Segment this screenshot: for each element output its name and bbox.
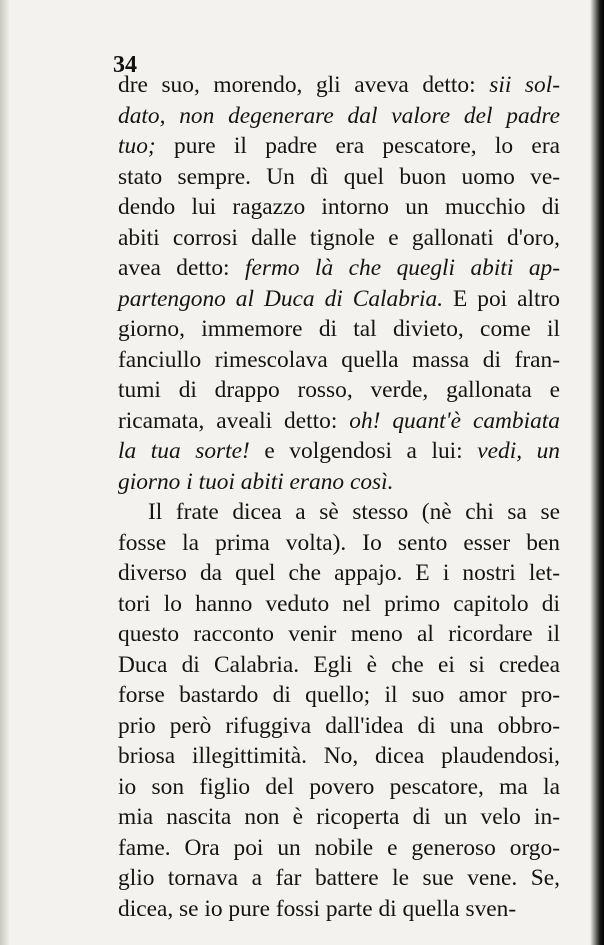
text-run: mia nascita non è ricoperta di un velo in- — [118, 804, 560, 830]
text-line — [118, 192, 560, 223]
text-line — [118, 101, 560, 132]
text-run: diverso da quel che appajo. E i nostri let- — [118, 560, 560, 586]
page-gutter-shadow — [0, 0, 10, 945]
italic-text: dato, non degenerare dal valore del padre — [118, 102, 560, 129]
text-run: e volgendosi a lui: — [249, 438, 478, 464]
italic-text: giorno i tuoi abiti erano così. — [118, 468, 394, 495]
text-run: E poi altro — [443, 285, 560, 312]
text-line — [118, 497, 560, 528]
text-line — [118, 802, 560, 833]
text-line — [118, 406, 560, 437]
italic-text: sii sol- — [489, 72, 560, 98]
text-run: prio però rifuggiva dall'idea di una obbro- — [118, 712, 560, 739]
text-run: dicea, se io pure fossi parte di quella sven- — [118, 895, 517, 922]
text-run: fame. Ora poi un nobile e generoso orgo- — [118, 834, 560, 861]
text-run: fosse la prima volta). Io sento esser ben — [118, 529, 560, 556]
text-line — [118, 314, 560, 345]
text-run: Duca di Calabria. Egli è che ei si credea — [118, 651, 560, 678]
text-line — [118, 467, 560, 498]
text-line — [118, 894, 560, 925]
italic-text: oh! quant'è cambiata — [349, 407, 560, 434]
text-run: tumi di drappo rosso, verde, gallonata e — [118, 377, 560, 403]
text-line — [118, 650, 560, 681]
italic-text: la tua sorte! — [118, 438, 250, 464]
text-run: io son figlio del povero pescatore, ma la — [118, 773, 560, 800]
page-edge-shadow — [590, 0, 604, 945]
text-line — [118, 223, 560, 254]
text-run: questo racconto venir meno al ricordare il — [118, 621, 560, 647]
text-run: dre suo, morendo, gli aveva detto: — [118, 72, 490, 98]
text-line — [118, 253, 560, 284]
text-line — [118, 589, 560, 620]
text-run: fanciullo rimescolava quella massa di fran- — [118, 346, 560, 373]
italic-text: partengono al Duca di Calabria. — [118, 285, 444, 312]
text-run: Il frate dicea a sè stesso (nè chi sa se — [148, 499, 560, 525]
text-line — [118, 162, 560, 193]
text-line — [118, 284, 560, 315]
text-run: stato sempre. Un dì quel buon uomo ve- — [118, 163, 560, 190]
text-run: briosa illegittimità. No, dicea plaudendosi, — [118, 743, 560, 769]
body-text — [118, 70, 560, 924]
text-run: tori lo hanno veduto nel primo capitolo di — [118, 590, 560, 617]
text-line — [118, 70, 560, 101]
text-line — [118, 528, 560, 559]
text-line — [118, 711, 560, 742]
italic-text: tuo; — [118, 133, 156, 159]
text-line — [118, 680, 560, 711]
text-line — [118, 375, 560, 406]
text-run: ricamata, aveali detto: — [118, 407, 350, 434]
text-line — [118, 741, 560, 772]
text-run: forse bastardo di quello; il suo amor pro- — [118, 682, 560, 708]
italic-text: vedi, un — [477, 438, 560, 464]
text-line — [118, 436, 560, 467]
page-number: 34 — [113, 52, 137, 78]
text-run: giorno, immemore di tal divieto, come il — [118, 316, 560, 342]
text-line — [118, 833, 560, 864]
text-line — [118, 558, 560, 589]
text-run: pure il padre era pescatore, lo era — [155, 133, 560, 159]
text-line — [118, 772, 560, 803]
text-run: abiti corrosi dalle tignole e gallonati d'oro, — [118, 224, 560, 251]
text-line — [118, 619, 560, 650]
text-line — [118, 131, 560, 162]
italic-text: fermo là che quegli abiti ap- — [245, 255, 561, 281]
text-run: avea detto: — [118, 255, 246, 281]
text-line — [118, 863, 560, 894]
text-run: glio tornava a far battere le sue vene. Se, — [118, 865, 560, 891]
text-line — [118, 345, 560, 376]
text-run: dendo lui ragazzo intorno un mucchio di — [118, 194, 560, 220]
